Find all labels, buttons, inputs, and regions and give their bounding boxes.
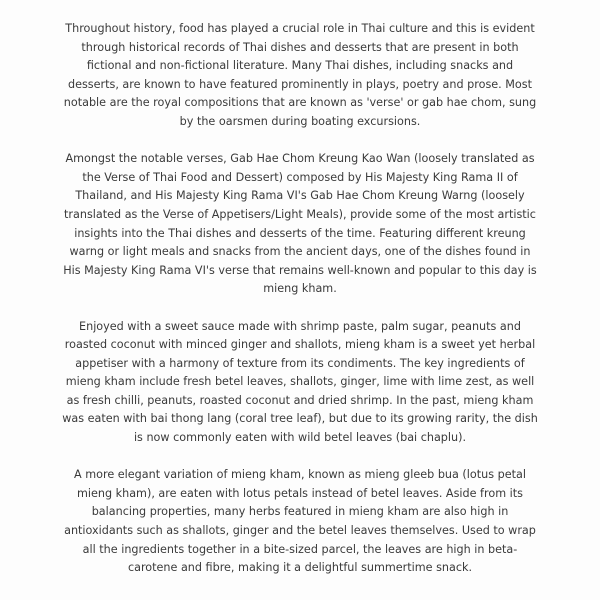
paragraph-variation: A more elegant variation of mieng kham, known as mieng gleeb bua (lotus petal mieng kham), are eaten with lotus petals instead of betel leaves. Aside from its balancing properties, many herbs featured in mieng kham are also high in antioxidants such as shallots, ginger and the betel leaves themselves. Used to wrap all the ingredients together in a bite-sized parcel, the leaves are high in beta-carotene and fibre, making it a delightful summertime snack.: [64, 468, 536, 575]
paragraph-history: Throughout history, food has played a crucial role in Thai culture and this is evident through historical records of Thai dishes and desserts that are present in both fictional and non-fictional literature. Many Thai dishes, including snacks and desserts, are known to have featured prominently in plays, poetry and prose. Most notable are the royal compositions that are known as 'verse' or gab hae chom, sung by the oarsmen during boating excursions.: [63, 22, 537, 128]
paragraph-ingredients: Enjoyed with a sweet sauce made with shrimp paste, palm sugar, peanuts and roasted coconut with minced ginger and shallots, mieng kham is a sweet yet herbal appetiser with a harmony of texture from its condiments. The key ingredients of mieng kham include fresh betel leaves, shallots, ginger, lime with lime zest, as well as fresh chilli, peanuts, roasted coconut and dried shrimp. In the past, mieng kham was eaten with bai thong lang (coral tree leaf), but due to its growing rarity, the dish is now commonly eaten with wild betel leaves (bai chaplu).: [62, 319, 538, 445]
paragraph-verses: Amongst the notable verses, Gab Hae Chom Kreung Kao Wan (loosely translated as the Verse of Thai Food and Dessert) composed by His Majesty King Rama II of Thailand, and His Majesty King Rama VI's Gab Hae Chom Kreung Warng (loosely translated as the Verse of Appetisers/Light Meals), provide some of the most artistic insights into the Thai dishes and desserts of the time. Featuring different kreung warng or light meals and snacks from the ancient days, one of the dishes found in His Majesty King Rama VI's verse that remains well-known and popular to this day is mieng kham.: [63, 152, 537, 296]
article-body: [62, 20, 538, 578]
